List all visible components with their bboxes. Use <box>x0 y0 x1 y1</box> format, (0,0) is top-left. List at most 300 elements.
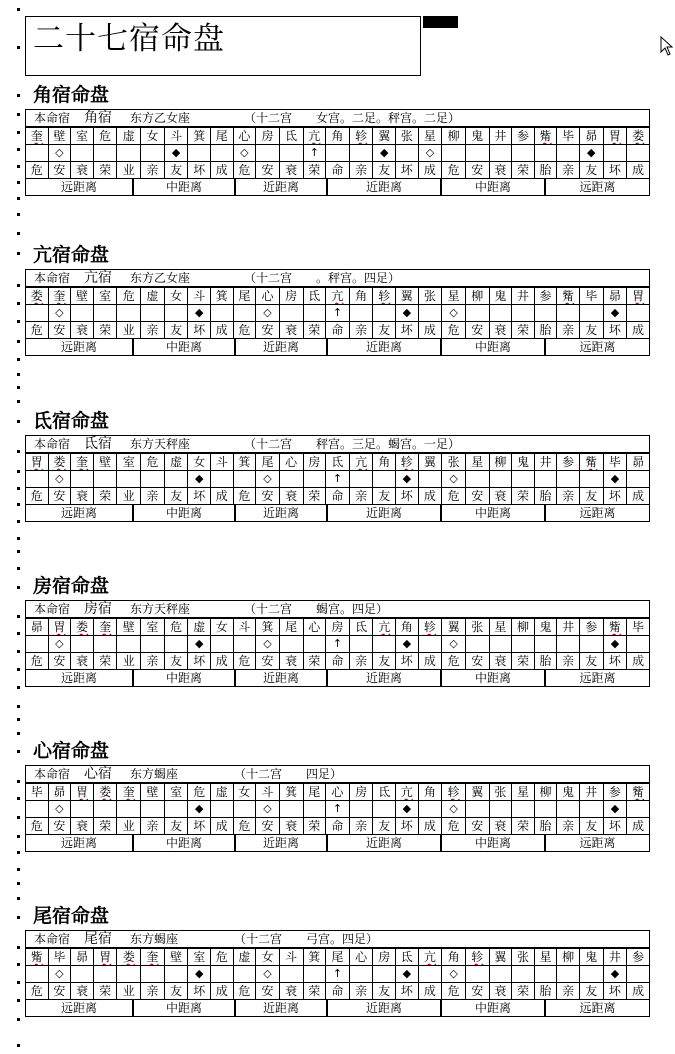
relation-cell: 安 <box>48 322 71 339</box>
mansion-cell: 翼 <box>442 619 466 636</box>
relation-cell: 友 <box>579 488 603 505</box>
mansion-cell: 女 <box>211 619 234 636</box>
mansion-cell: 危 <box>93 128 117 145</box>
mansion-cell: 心 <box>256 288 280 305</box>
mansion-cell: 氐 <box>349 619 373 636</box>
symbol-cell: ◆ <box>396 471 419 488</box>
mansion-cell: 鬼 <box>579 949 603 966</box>
mansion-cell: 氐 <box>396 949 419 966</box>
symbol-cell <box>141 636 165 653</box>
mansion-cell: 鬼 <box>534 619 557 636</box>
symbol-cell <box>303 801 326 818</box>
relation-cell: 荣 <box>512 818 535 835</box>
relation-cell: 亲 <box>141 983 165 1000</box>
relation-cell: 荣 <box>512 653 535 670</box>
relation-cell: 友 <box>164 983 188 1000</box>
relation-cell: 亲 <box>349 488 373 505</box>
relation-cell: 危 <box>26 162 49 179</box>
symbol-cell: ◆ <box>603 471 627 488</box>
section-heading: 氐宿命盘 <box>33 410 110 432</box>
relation-cell: 业 <box>117 983 141 1000</box>
symbol-cell <box>164 966 188 983</box>
distance-cell: 远距离 <box>545 505 650 522</box>
mansion-row <box>26 288 650 305</box>
mansion-cell: 胃 <box>26 454 49 471</box>
distance-cell: 近距离 <box>327 179 441 196</box>
chart-header <box>25 600 650 618</box>
relation-cell: 荣 <box>93 322 117 339</box>
mansion-cell: 虚 <box>233 949 256 966</box>
symbol-cell: ◇ <box>442 305 466 322</box>
mansion-cell: 壁 <box>71 288 94 305</box>
mansion-cell: 柳 <box>489 454 512 471</box>
section-heading: 尾宿命盘 <box>33 905 110 927</box>
mansion-cell: 觜 <box>579 454 603 471</box>
mansion-cell: 奎 <box>26 128 49 145</box>
distance-cell: 中距离 <box>441 505 545 522</box>
mansion-row <box>26 619 650 636</box>
mansion-cell: 翼 <box>396 288 419 305</box>
paragraph-mark <box>17 386 20 389</box>
symbol-cell <box>396 145 419 162</box>
paragraph-mark <box>17 963 20 966</box>
paragraph-mark <box>17 851 20 854</box>
header-mansion: 亢宿 <box>84 270 112 286</box>
relation-cell: 荣 <box>303 322 326 339</box>
mansion-cell: 胃 <box>93 949 117 966</box>
distance-cell: 中距离 <box>133 179 235 196</box>
relation-cell: 友 <box>373 983 396 1000</box>
header-label: 本命宿 <box>34 602 71 616</box>
mansion-cell: 娄 <box>117 949 141 966</box>
symbol-cell <box>93 145 117 162</box>
mansion-cell: 亢 <box>396 784 419 801</box>
relation-cell: 成 <box>211 162 234 179</box>
distance-cell: 远距离 <box>25 670 133 687</box>
mansion-cell: 角 <box>373 454 396 471</box>
mansion-cell: 心 <box>303 619 326 636</box>
symbol-cell <box>279 145 303 162</box>
header-label: 本命宿 <box>34 932 71 946</box>
section-heading: 心宿命盘 <box>33 740 110 762</box>
paragraph-mark <box>17 916 20 919</box>
mansion-cell: 鬼 <box>512 454 535 471</box>
mansion-cell: 娄 <box>26 288 49 305</box>
symbol-cell: ◇ <box>256 636 280 653</box>
distance-cell: 远距离 <box>25 505 133 522</box>
symbol-cell: ◆ <box>164 145 188 162</box>
symbol-cell <box>349 305 373 322</box>
relation-cell: 危 <box>442 653 466 670</box>
section-heading: 房宿命盘 <box>33 575 110 597</box>
header-constellation: 东方蝎座 <box>130 767 179 781</box>
header-mansion: 氐宿 <box>84 436 112 452</box>
symbol-cell <box>279 305 303 322</box>
mansion-cell: 危 <box>164 619 188 636</box>
header-palaces: （十二宫 <box>244 602 293 616</box>
header-mansion: 角宿 <box>84 110 112 126</box>
mansion-cell: 柳 <box>465 288 489 305</box>
symbol-cell: ◇ <box>48 801 71 818</box>
mansion-row <box>26 949 650 966</box>
symbol-cell: ◆ <box>603 801 627 818</box>
mansion-cell: 毕 <box>603 454 627 471</box>
relation-cell: 命 <box>326 983 350 1000</box>
relation-cell: 成 <box>418 162 442 179</box>
mansion-cell: 虚 <box>141 288 165 305</box>
relation-cell: 成 <box>211 653 234 670</box>
symbol-row <box>26 305 650 322</box>
mansion-cell: 柳 <box>534 784 557 801</box>
symbol-cell <box>26 471 49 488</box>
relation-cell: 坏 <box>396 653 419 670</box>
symbol-cell <box>489 636 512 653</box>
symbol-cell: ◇ <box>48 966 71 983</box>
symbol-cell <box>627 471 650 488</box>
relation-cell: 荣 <box>303 653 326 670</box>
symbol-cell <box>303 471 326 488</box>
paragraph-mark <box>17 373 20 376</box>
mansion-cell: 箕 <box>279 784 303 801</box>
paragraph-mark <box>17 148 20 151</box>
relation-cell: 安 <box>465 983 489 1000</box>
symbol-cell <box>141 801 165 818</box>
mouse-cursor-icon <box>660 36 674 56</box>
relation-cell: 衰 <box>71 488 94 505</box>
paragraph-mark <box>17 340 20 343</box>
mansion-cell: 昴 <box>579 128 603 145</box>
symbol-cell <box>534 471 557 488</box>
distance-cell: 中距离 <box>441 339 545 356</box>
symbol-row <box>26 145 650 162</box>
symbol-cell: ◆ <box>396 966 419 983</box>
relation-cell: 荣 <box>303 983 326 1000</box>
symbol-cell <box>349 145 373 162</box>
paragraph-mark <box>17 868 20 871</box>
mansion-cell: 鬼 <box>465 128 489 145</box>
relation-row <box>26 162 650 179</box>
relation-cell: 安 <box>256 653 280 670</box>
relation-cell: 衰 <box>279 818 303 835</box>
symbol-cell <box>93 966 117 983</box>
relation-cell: 荣 <box>93 488 117 505</box>
relation-cell: 亲 <box>349 653 373 670</box>
header-mansion: 心宿 <box>84 766 112 782</box>
symbol-cell <box>465 636 489 653</box>
relation-cell: 友 <box>164 322 188 339</box>
mansion-cell: 室 <box>117 454 141 471</box>
mansion-cell: 亢 <box>373 619 396 636</box>
header-label: 本命宿 <box>34 271 71 285</box>
symbol-cell: ↑ <box>303 145 326 162</box>
mansion-cell: 奎 <box>93 619 117 636</box>
paragraph-mark <box>17 520 20 523</box>
symbol-cell <box>279 471 303 488</box>
symbol-cell <box>512 966 535 983</box>
mansion-cell: 斗 <box>188 288 211 305</box>
mansion-cell: 柳 <box>512 619 535 636</box>
mansion-cell: 女 <box>188 454 211 471</box>
relation-cell: 衰 <box>71 322 94 339</box>
relation-cell: 危 <box>233 322 256 339</box>
symbol-row <box>26 636 650 653</box>
mansion-cell: 参 <box>534 288 557 305</box>
relation-cell: 亲 <box>141 322 165 339</box>
mansion-cell: 氐 <box>326 454 350 471</box>
distance-cell: 近距离 <box>327 339 441 356</box>
relation-cell: 胎 <box>534 983 557 1000</box>
symbol-cell <box>211 801 234 818</box>
symbol-cell: ◆ <box>188 305 211 322</box>
relation-cell: 衰 <box>489 983 512 1000</box>
mansion-row <box>26 128 650 145</box>
relation-cell: 危 <box>233 488 256 505</box>
symbol-cell: ◇ <box>233 145 256 162</box>
symbol-row <box>26 966 650 983</box>
mansion-cell: 觜 <box>26 949 49 966</box>
mansion-cell: 昴 <box>603 288 627 305</box>
mansion-cell: 房 <box>303 454 326 471</box>
relation-cell: 坏 <box>603 653 627 670</box>
paragraph-mark <box>17 882 20 885</box>
paragraph-mark <box>17 8 20 11</box>
mansion-grid <box>25 287 650 339</box>
relation-cell: 友 <box>373 322 396 339</box>
mansion-cell: 箕 <box>303 949 326 966</box>
relation-cell: 衰 <box>71 653 94 670</box>
relation-cell: 安 <box>48 162 71 179</box>
relation-cell: 友 <box>579 818 603 835</box>
mansion-cell: 轸 <box>396 454 419 471</box>
header-detail: 蝎宫。四足） <box>316 602 389 616</box>
relation-cell: 荣 <box>512 488 535 505</box>
symbol-cell <box>93 636 117 653</box>
relation-cell: 坏 <box>188 818 211 835</box>
symbol-cell <box>211 305 234 322</box>
header-constellation: 东方天秤座 <box>130 602 191 616</box>
distance-cell: 中距离 <box>133 1000 235 1017</box>
mansion-cell: 胃 <box>627 288 650 305</box>
paragraph-mark <box>17 503 20 506</box>
symbol-cell <box>512 801 535 818</box>
relation-row <box>26 818 650 835</box>
symbol-cell <box>465 145 489 162</box>
mansion-cell: 张 <box>442 454 466 471</box>
symbol-cell <box>465 801 489 818</box>
relation-cell: 危 <box>442 162 466 179</box>
paragraph-mark <box>17 981 20 984</box>
relation-cell: 命 <box>326 322 350 339</box>
symbol-cell <box>534 145 557 162</box>
relation-cell: 荣 <box>512 322 535 339</box>
symbol-cell <box>489 145 512 162</box>
symbol-cell <box>141 145 165 162</box>
mansion-cell: 毕 <box>579 288 603 305</box>
relation-cell: 友 <box>579 162 603 179</box>
relation-cell: 成 <box>627 322 650 339</box>
symbol-cell <box>627 966 650 983</box>
header-detail: 弓宫。四足） <box>306 932 379 946</box>
symbol-cell <box>557 471 580 488</box>
symbol-cell <box>418 636 442 653</box>
symbol-cell: ◆ <box>188 471 211 488</box>
symbol-cell: ◆ <box>396 801 419 818</box>
relation-cell: 命 <box>326 162 350 179</box>
symbol-cell: ◆ <box>188 966 211 983</box>
distance-cell: 远距离 <box>545 179 650 196</box>
mansion-cell: 翼 <box>465 784 489 801</box>
paragraph-mark <box>17 999 20 1002</box>
mansion-cell: 角 <box>396 619 419 636</box>
symbol-cell <box>279 966 303 983</box>
relation-cell: 友 <box>373 818 396 835</box>
mansion-cell: 张 <box>465 619 489 636</box>
relation-cell: 坏 <box>188 653 211 670</box>
symbol-cell <box>603 145 627 162</box>
symbol-cell <box>512 471 535 488</box>
symbol-cell <box>303 636 326 653</box>
symbol-cell <box>627 636 650 653</box>
paragraph-mark <box>17 181 20 184</box>
symbol-cell <box>418 471 442 488</box>
symbol-cell <box>489 801 512 818</box>
mansion-cell: 鬼 <box>557 784 580 801</box>
mansion-cell: 心 <box>326 784 350 801</box>
paragraph-mark <box>17 686 20 689</box>
paragraph-mark <box>17 358 20 361</box>
mansion-cell: 箕 <box>256 619 280 636</box>
symbol-cell <box>233 471 256 488</box>
mansion-row <box>26 454 650 471</box>
mansion-cell: 危 <box>188 784 211 801</box>
symbol-cell <box>557 801 580 818</box>
symbol-cell <box>164 636 188 653</box>
relation-cell: 友 <box>373 162 396 179</box>
mansion-cell: 轸 <box>349 128 373 145</box>
relation-cell: 安 <box>465 488 489 505</box>
mansion-cell: 虚 <box>117 128 141 145</box>
mansion-cell: 斗 <box>211 454 234 471</box>
symbol-cell <box>489 471 512 488</box>
relation-cell: 业 <box>117 162 141 179</box>
relation-cell: 衰 <box>489 488 512 505</box>
black-bar <box>423 16 458 28</box>
relation-cell: 亲 <box>349 322 373 339</box>
symbol-cell <box>512 636 535 653</box>
symbol-cell <box>71 636 94 653</box>
relation-cell: 胎 <box>534 162 557 179</box>
symbol-cell <box>579 636 603 653</box>
relation-row <box>26 488 650 505</box>
mansion-cell: 氐 <box>279 128 303 145</box>
relation-cell: 坏 <box>396 818 419 835</box>
mansion-grid <box>25 453 650 505</box>
paragraph-mark <box>17 1044 20 1047</box>
paragraph-mark <box>17 897 20 900</box>
relation-cell: 成 <box>211 322 234 339</box>
mansion-cell: 尾 <box>233 288 256 305</box>
relation-cell: 危 <box>26 983 49 1000</box>
relation-row <box>26 653 650 670</box>
mansion-chart-table <box>25 930 650 1018</box>
relation-cell: 衰 <box>71 162 94 179</box>
mansion-cell: 昴 <box>26 619 49 636</box>
symbol-cell: ◇ <box>442 636 466 653</box>
header-detail: 女宫。二足。秤宫。二足） <box>316 111 461 125</box>
relation-cell: 危 <box>442 818 466 835</box>
symbol-cell <box>71 801 94 818</box>
mansion-cell: 昴 <box>48 784 71 801</box>
relation-cell: 坏 <box>603 488 627 505</box>
symbol-cell <box>349 636 373 653</box>
paragraph-mark <box>17 615 20 618</box>
relation-cell: 亲 <box>557 653 580 670</box>
relation-cell: 坏 <box>603 983 627 1000</box>
symbol-cell <box>279 636 303 653</box>
symbol-cell <box>93 471 117 488</box>
relation-cell: 成 <box>211 983 234 1000</box>
mansion-cell: 鬼 <box>489 288 512 305</box>
symbol-cell <box>627 305 650 322</box>
symbol-cell: ◆ <box>396 305 419 322</box>
symbol-cell: ◇ <box>442 801 466 818</box>
header-mansion: 尾宿 <box>84 931 112 947</box>
mansion-cell: 壁 <box>117 619 141 636</box>
paragraph-mark <box>17 487 20 490</box>
relation-cell: 友 <box>579 653 603 670</box>
symbol-cell <box>465 305 489 322</box>
symbol-cell: ◇ <box>442 966 466 983</box>
mansion-cell: 心 <box>349 949 373 966</box>
symbol-cell <box>489 966 512 983</box>
paragraph-mark <box>17 213 20 216</box>
mansion-cell: 房 <box>373 949 396 966</box>
symbol-row <box>26 801 650 818</box>
symbol-cell <box>534 966 557 983</box>
distance-cell: 中距离 <box>133 339 235 356</box>
relation-cell: 亲 <box>557 488 580 505</box>
paragraph-mark <box>17 420 20 423</box>
symbol-cell <box>233 801 256 818</box>
mansion-cell: 女 <box>141 128 165 145</box>
relation-cell: 成 <box>418 818 442 835</box>
relation-cell: 成 <box>627 488 650 505</box>
distance-row <box>25 835 650 853</box>
relation-cell: 安 <box>465 818 489 835</box>
relation-cell: 成 <box>418 488 442 505</box>
relation-cell: 亲 <box>141 488 165 505</box>
symbol-cell <box>71 305 94 322</box>
distance-cell: 近距离 <box>327 505 441 522</box>
relation-cell: 危 <box>442 488 466 505</box>
relation-cell: 安 <box>465 653 489 670</box>
mansion-cell: 轸 <box>418 619 442 636</box>
header-palaces: （十二宫 <box>244 437 293 451</box>
relation-cell: 衰 <box>489 322 512 339</box>
paragraph-mark <box>17 946 20 949</box>
distance-cell: 中距离 <box>441 1000 545 1017</box>
symbol-cell <box>233 636 256 653</box>
relation-cell: 危 <box>442 322 466 339</box>
header-palaces: （十二宫 <box>234 767 283 781</box>
chart-header <box>25 930 650 948</box>
distance-row <box>25 339 650 357</box>
header-detail: 四足） <box>306 767 343 781</box>
symbol-cell <box>465 471 489 488</box>
distance-cell: 远距离 <box>25 1000 133 1017</box>
mansion-cell: 毕 <box>627 619 650 636</box>
paragraph-mark <box>17 197 20 200</box>
